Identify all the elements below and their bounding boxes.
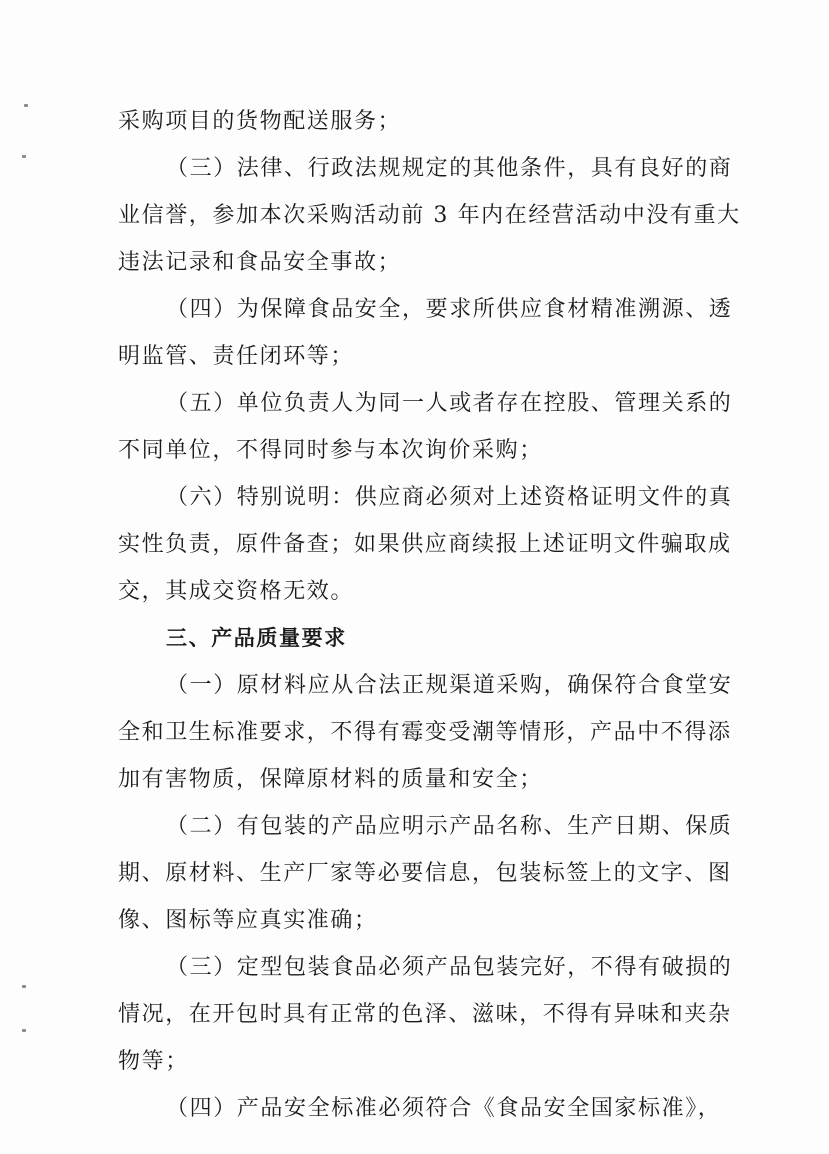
paragraph-line: 情况，在开包时具有正常的色泽、滋味，不得有异味和夹杂	[118, 1002, 732, 1027]
section-heading: 三、产品质量要求	[166, 626, 347, 650]
paragraph-line: 实性负责，原件备查；如果供应商续报上述证明文件骗取成	[118, 532, 732, 557]
scan-speck	[22, 155, 26, 158]
paragraph-line: 加有害物质，保障原材料的质量和安全；	[118, 767, 543, 792]
paragraph-line: 全和卫生标准要求，不得有霉变受潮等情形，产品中不得添	[118, 720, 732, 745]
paragraph-line: （六）特别说明：供应商必须对上述资格证明文件的真	[166, 485, 733, 510]
paragraph-line: 期、原材料、生产厂家等必要信息，包装标签上的文字、图	[118, 861, 732, 886]
paragraph-line: 不同单位，不得同时参与本次询价采购；	[118, 438, 543, 463]
scan-speck	[24, 104, 28, 107]
paragraph-line: （一）原材料应从合法正规渠道采购，确保符合食堂安	[166, 673, 733, 698]
scan-speck	[22, 1029, 26, 1032]
paragraph-line: （五）单位负责人为同一人或者存在控股、管理关系的	[166, 391, 733, 416]
paragraph-line: 交，其成交资格无效。	[118, 579, 355, 604]
document-body	[118, 98, 741, 1132]
paragraph-line: 明监管、责任闭环等；	[118, 344, 355, 369]
paragraph-line: 违法记录和食品安全事故；	[118, 250, 402, 275]
paragraph-line: 物等；	[118, 1049, 189, 1074]
paragraph-line: （四）产品安全标准必须符合《食品安全国家标准》，	[166, 1096, 722, 1121]
paragraph-line: （二）有包装的产品应明示产品名称、生产日期、保质	[166, 814, 733, 839]
paragraph-line: （三）定型包装食品必须产品包装完好，不得有破损的	[166, 955, 733, 980]
paragraph-line: 采购项目的货物配送服务；	[118, 109, 402, 134]
scan-speck	[22, 985, 26, 988]
paragraph-line: （四）为保障食品安全，要求所供应食材精准溯源、透	[166, 297, 733, 322]
paragraph-line: 业信誉，参加本次采购活动前 3 年内在经营活动中没有重大	[118, 203, 741, 228]
paragraph-line: （三）法律、行政法规规定的其他条件，具有良好的商	[166, 156, 733, 181]
paragraph-line: 像、图标等应真实准确；	[118, 908, 378, 933]
